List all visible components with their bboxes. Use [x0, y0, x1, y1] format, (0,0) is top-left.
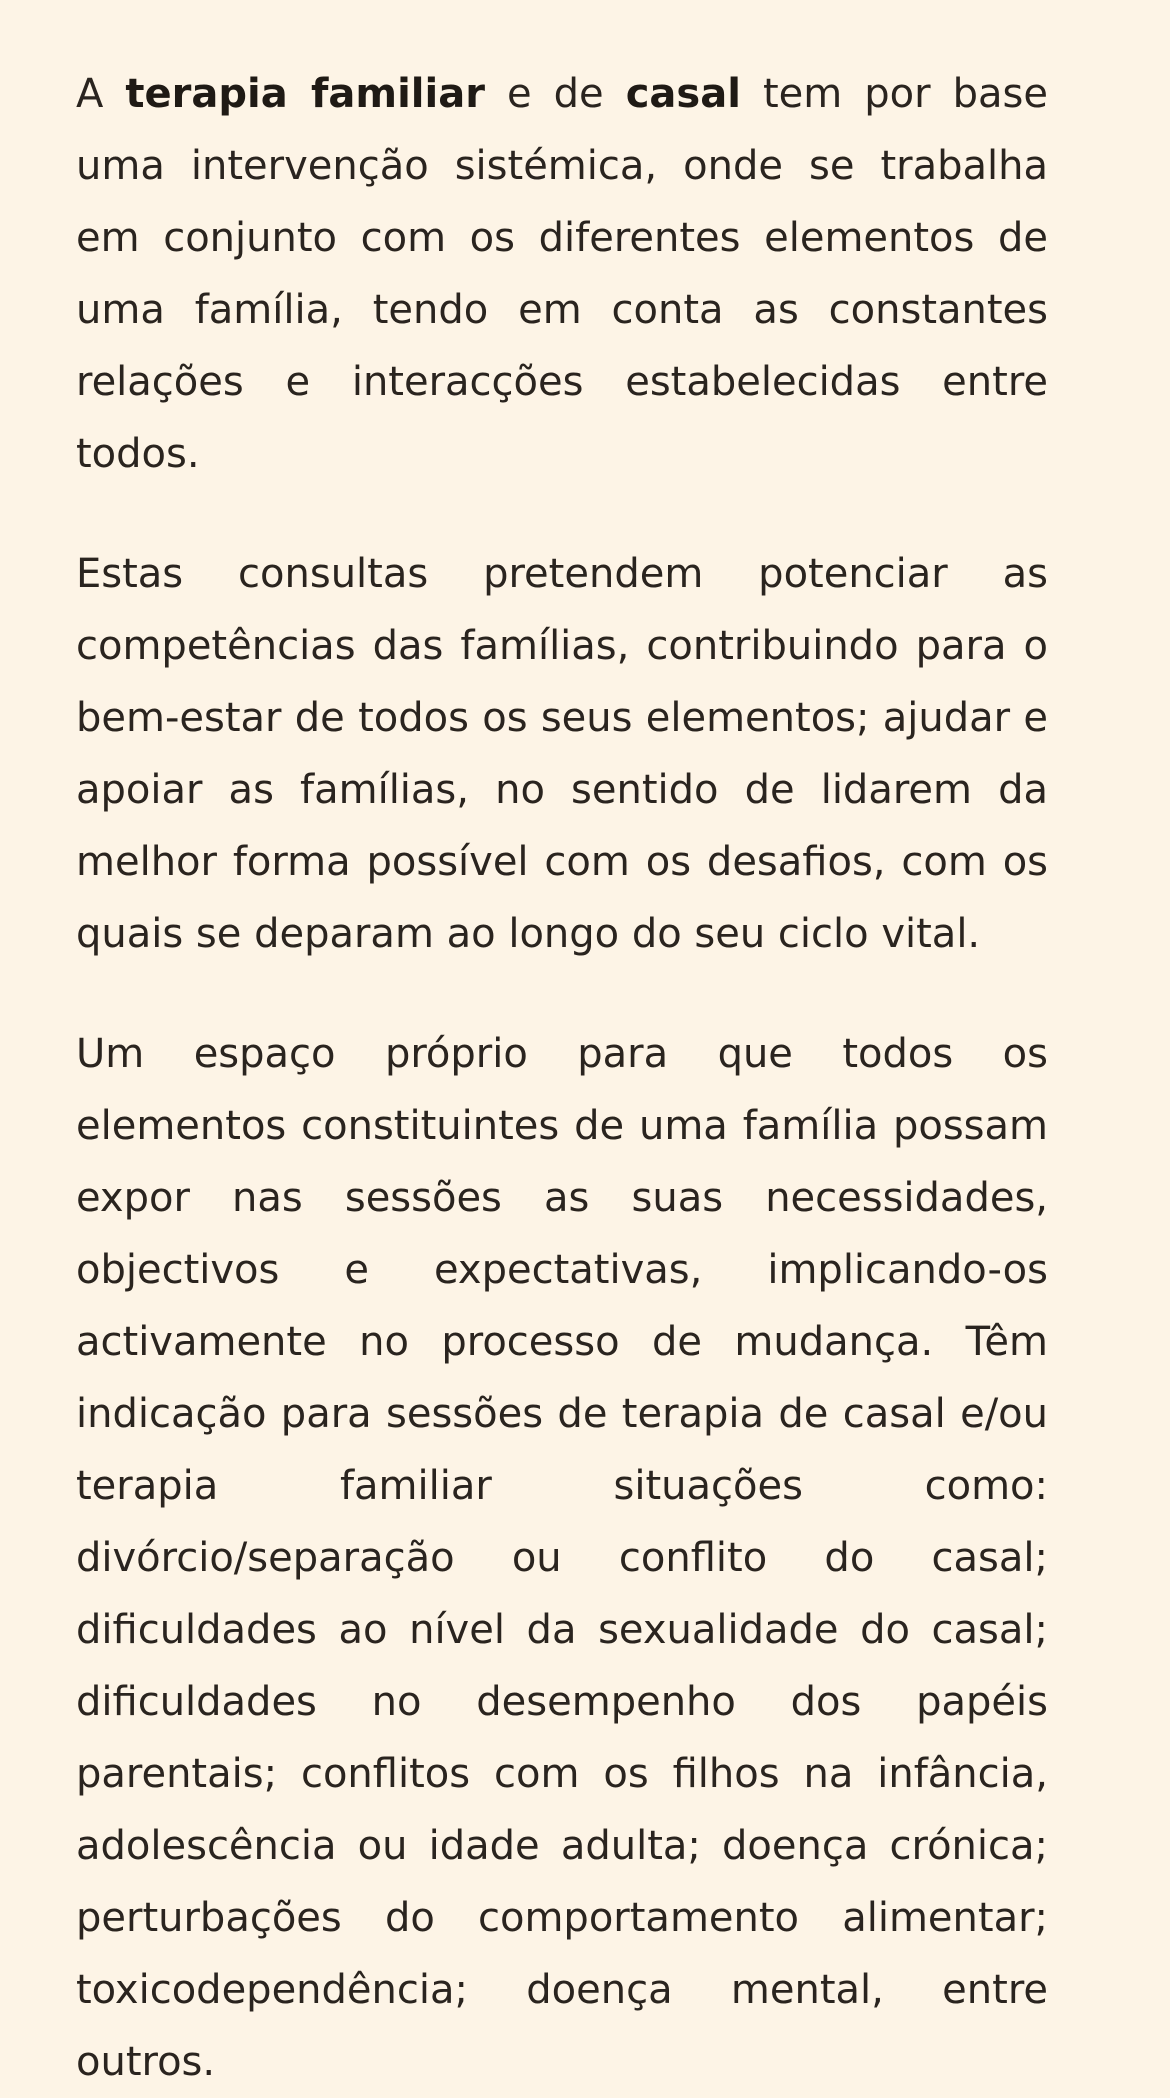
paragraph-goals: Estas consultas pretendem potenciar as competências das famílias, contribuindo para o bem-estar de todos os seus elementos; ajudar e apoiar as famílias, no sentido de lidarem da melhor forma possível com os desafios, com os quais se deparam ao longo do seu ciclo vital.: [76, 551, 1048, 957]
paragraph-intro: [76, 58, 1048, 490]
intro-text-start: A: [76, 71, 126, 117]
paragraph-indications: Um espaço próprio para que todos os elementos constituintes de uma família possam expor nas sessões as suas necessidades, objectivos e expectativas, implicando-os activamente no processo de mudança. Têm indicação para sessões de terapia de casal e/ou terapia familiar situações como: divórcio/separação ou conflito do casal; dificuldades ao nível da sexualidade do casal; dificuldades no desempenho dos papéis parentais; conflitos com os filhos na infância, adolescência ou idade adulta; doença crónica; perturbações do comportamento alimentar; toxicodependência; doença mental, entre outros.: [76, 1031, 1048, 2085]
bold-term-family-therapy: terapia familiar: [125, 71, 485, 117]
intro-text-middle: e de: [484, 71, 626, 117]
article-body: [76, 58, 1048, 2098]
bold-term-couple: casal: [625, 71, 741, 117]
intro-text-end: tem por base uma intervenção sistémica, onde se trabalha em conjunto com os diferentes elementos de uma família, tendo em conta as constantes relações e interacções estabelecidas entre todos.: [76, 71, 1049, 477]
